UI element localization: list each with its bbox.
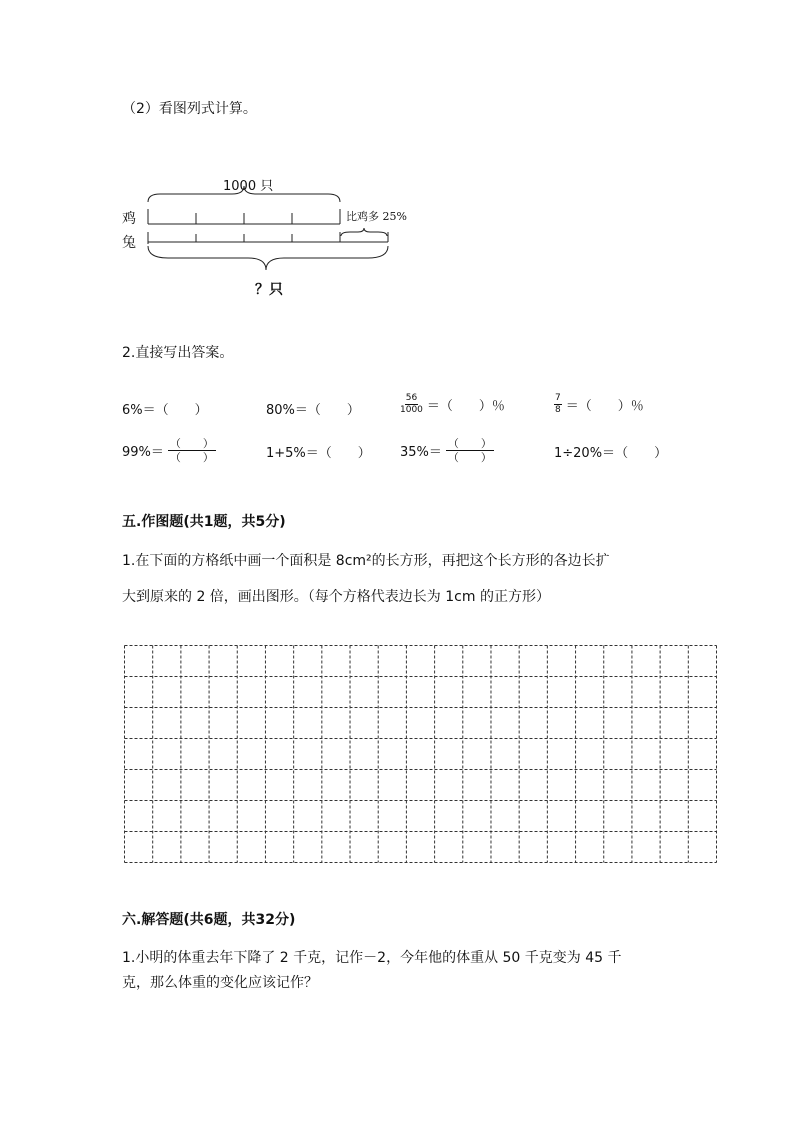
- q2-item-8: 1÷20%＝（ ）: [554, 446, 668, 461]
- q2-item-5: 99%＝ $\frac{( )}{( )}$: [122, 437, 214, 464]
- square-grid-paper[interactable]: [124, 645, 717, 863]
- diagram-extra-label: 比鸡多 25%: [346, 210, 407, 223]
- section6-heading: 六.解答题(共6题，共32分): [122, 912, 296, 928]
- diagram-row-label-rabbit: 兔: [122, 235, 136, 251]
- q2-item-3: $\frac{56}{1000}$ ＝（ ）％: [400, 393, 505, 415]
- bottom-brace: [148, 246, 388, 270]
- diagram-lines: [0, 0, 794, 320]
- q2-item-2: 80%＝（ ）: [266, 403, 360, 418]
- diagram-row-label-chicken: 鸡: [122, 211, 136, 227]
- q2-title: 2.直接写出答案。: [122, 345, 234, 361]
- fraction: $\frac{( )}{( )}$: [447, 437, 492, 464]
- section6-q1-line1: 1.小明的体重去年下降了 2 千克，记作－2，今年他的体重从 50 千克变为 45 千: [122, 950, 622, 966]
- section5-q1-line2: 大到原来的 2 倍，画出图形。（每个方格代表边长为 1cm 的正方形）: [122, 589, 550, 605]
- section5-heading: 五.作图题(共1题，共5分): [122, 514, 286, 530]
- diagram-top-label: 1000 只: [223, 179, 274, 194]
- fraction: $\frac{56}{1000}$: [400, 393, 423, 415]
- part-title: （2）看图列式计算。: [122, 101, 257, 117]
- q2-item-4: $\frac{7}{8}$ ＝（ ）％: [555, 393, 644, 415]
- section6-q1-line2: 克，那么体重的变化应该记作？: [122, 975, 318, 991]
- extra-brace: [341, 228, 387, 236]
- section5-q1-line1: 1.在下面的方格纸中画一个面积是 8cm²的长方形，再把这个长方形的各边长扩: [122, 553, 610, 569]
- fraction: $\frac{( )}{( )}$: [169, 437, 214, 464]
- q2-item-7: 35%＝ $\frac{( )}{( )}$: [400, 437, 492, 464]
- diagram-bottom-label: ？只: [255, 282, 283, 298]
- q2-item-1: 6%＝（ ）: [122, 403, 208, 418]
- q2-item-6: 1+5%＝（ ）: [266, 446, 371, 461]
- fraction: $\frac{7}{8}$: [555, 393, 561, 415]
- top-brace: [148, 186, 340, 202]
